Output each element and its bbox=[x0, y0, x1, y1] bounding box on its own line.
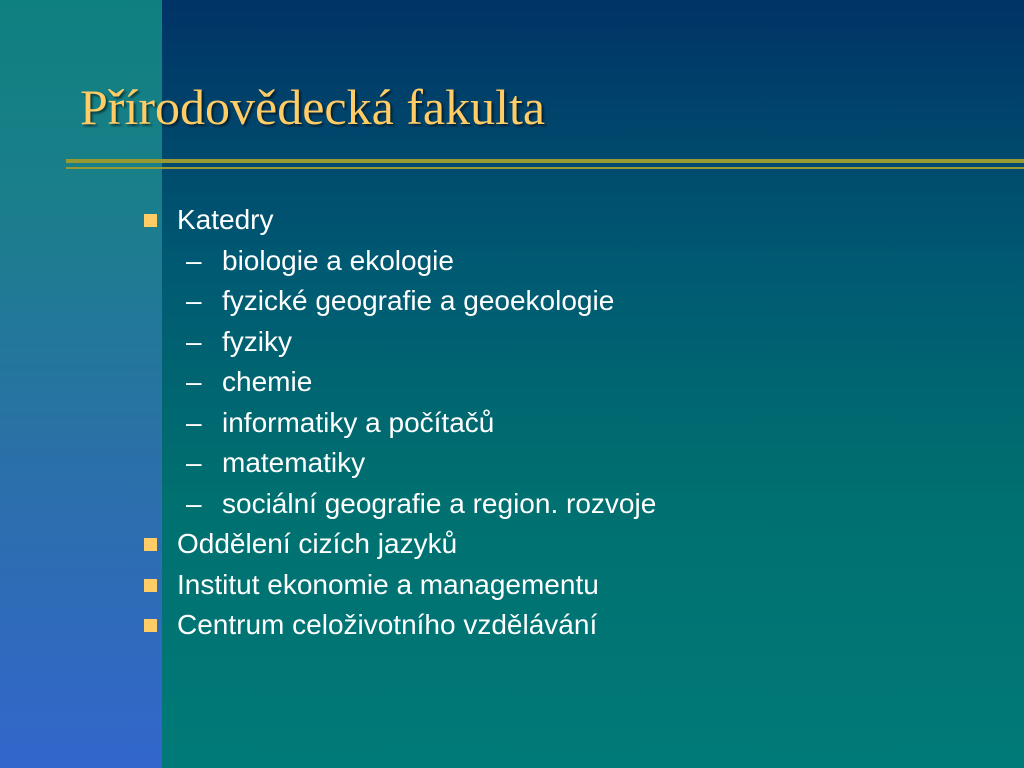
sub-list-item-label: biologie a ekologie bbox=[222, 244, 454, 276]
dash-bullet-icon: – bbox=[186, 244, 202, 276]
sub-list-item-label: informatiky a počítačů bbox=[222, 406, 495, 438]
square-bullet-icon bbox=[144, 538, 157, 551]
list-item-oddeleni bbox=[142, 524, 1024, 565]
dash-bullet-icon: – bbox=[186, 366, 202, 397]
list-item-centrum bbox=[142, 605, 1024, 646]
dash-bullet-icon: – bbox=[186, 325, 202, 357]
slide-title: Přírodovědecká fakulta bbox=[80, 79, 546, 135]
sub-list-item bbox=[142, 322, 1024, 363]
bullet-list bbox=[142, 200, 1024, 646]
dash-bullet-icon: – bbox=[186, 487, 202, 519]
square-bullet-icon bbox=[144, 619, 157, 632]
sub-list-item-label: fyziky bbox=[222, 325, 292, 357]
list-item-institut bbox=[142, 565, 1024, 606]
list-item-label: Centrum celoživotního vzdělávání bbox=[177, 609, 598, 640]
sub-list-item-label: fyzické geografie a geoekologie bbox=[222, 285, 615, 316]
dash-bullet-icon: – bbox=[186, 285, 202, 316]
title-underline-thick bbox=[66, 159, 1024, 163]
sub-list-item-label: chemie bbox=[222, 366, 313, 397]
sub-list-item bbox=[142, 484, 1024, 525]
list-item-label: Katedry bbox=[177, 204, 274, 235]
dash-bullet-icon: – bbox=[186, 406, 202, 438]
sub-list-item bbox=[142, 241, 1024, 282]
sub-list-item bbox=[142, 443, 1024, 484]
sub-list-item bbox=[142, 362, 1024, 403]
dash-bullet-icon: – bbox=[186, 447, 202, 478]
sub-list-item bbox=[142, 281, 1024, 322]
square-bullet-icon bbox=[144, 579, 157, 592]
sub-list-item bbox=[142, 403, 1024, 444]
square-bullet-icon bbox=[144, 214, 157, 227]
title-underline-thin bbox=[66, 167, 1024, 169]
list-item-label: Institut ekonomie a managementu bbox=[177, 568, 599, 600]
list-item-katedry bbox=[142, 200, 1024, 241]
sub-list-item-label: matematiky bbox=[222, 447, 366, 478]
sub-list-item-label: sociální geografie a region. rozvoje bbox=[222, 487, 657, 519]
list-item-label: Oddělení cizích jazyků bbox=[177, 528, 458, 559]
